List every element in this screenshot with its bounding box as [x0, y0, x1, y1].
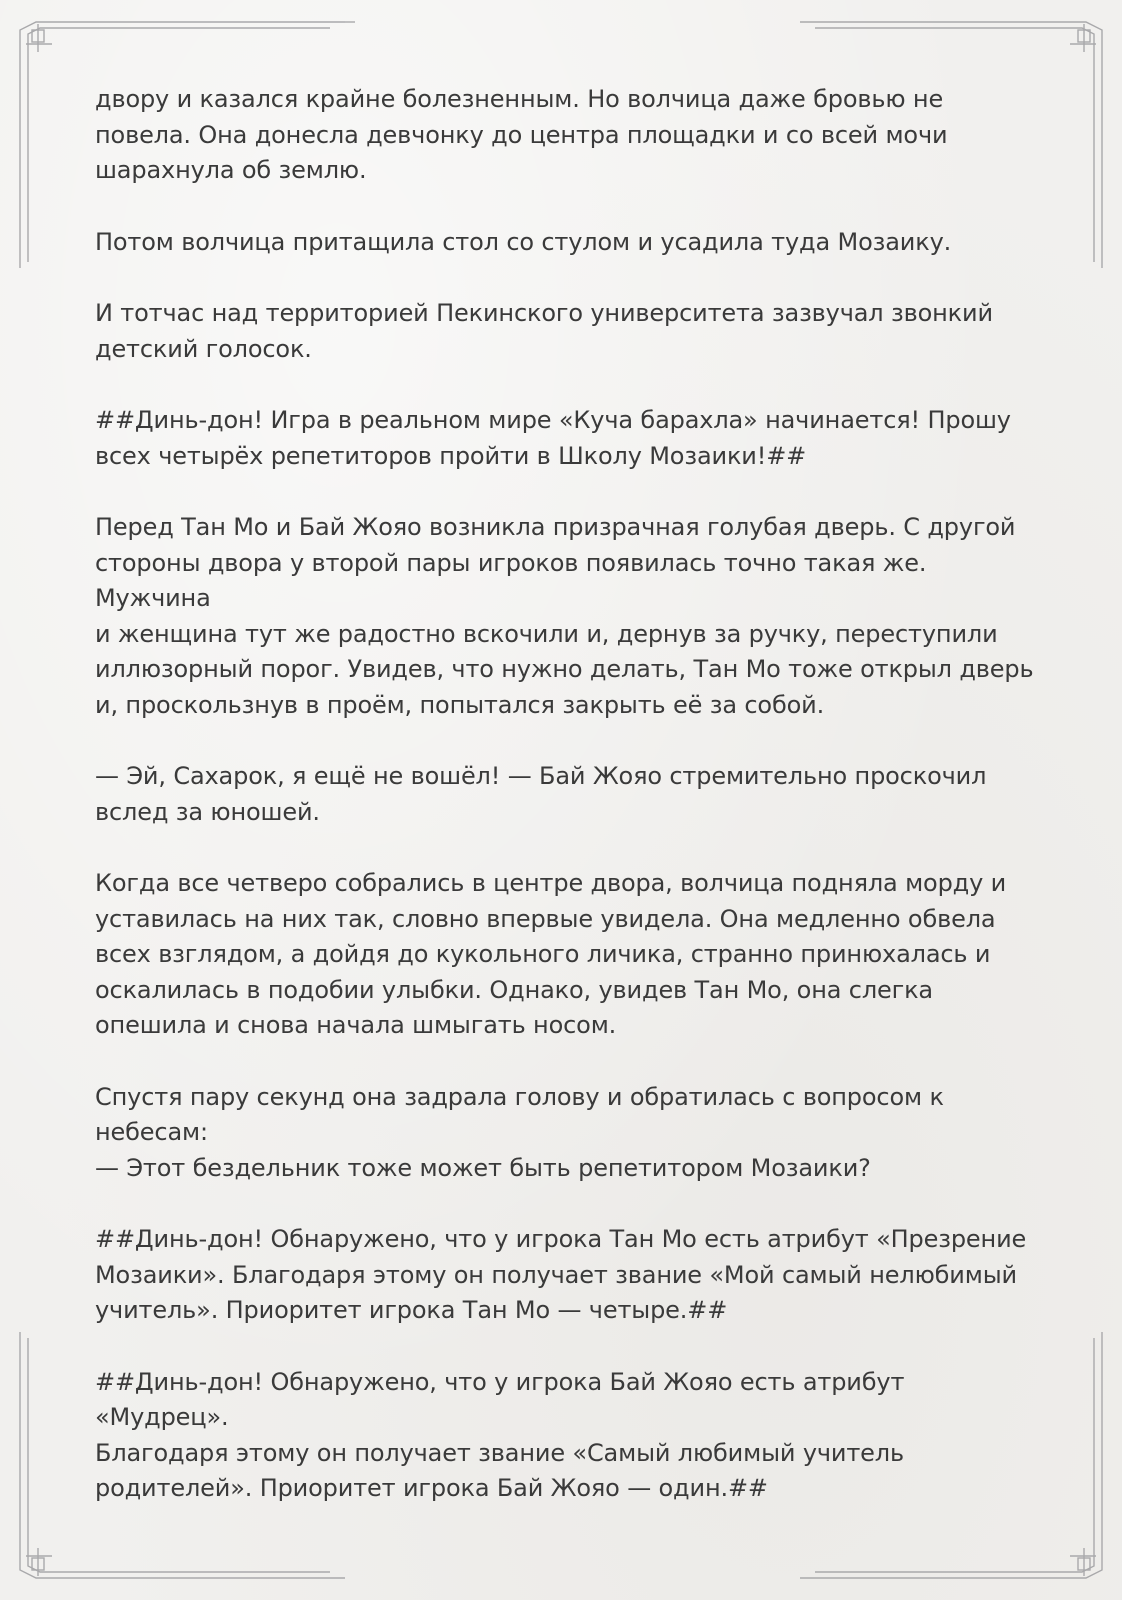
- paragraph: Потом волчица притащила стол со стулом и усадила туда Мозаику.: [95, 227, 952, 256]
- system-announcement: ##Динь-дон! Игра в реальном мире «Куча барахла» начинается! Прошу всех четырёх репетиторов пройти в Школу Мозаики!##: [95, 406, 1011, 470]
- paragraph: двору и казался крайне болезненным. Но волчица даже бровью не повела. Она донесла девчонку до центра площадки и со всей мочи шарахнула об землю.: [95, 85, 948, 184]
- chapter-text: [95, 82, 1035, 1543]
- dialogue-paragraph: Спустя пару секунд она задрала голову и обратилась с вопросом к небесам: — Этот бездельник тоже может быть репетитором Мозаики?: [95, 1082, 944, 1182]
- paragraph: Когда все четверо собрались в центре двора, волчица подняла морду и уставилась на них так, словно впервые увидела. Она медленно обвела всех взглядом, а дойдя до кукольного личика, странно принюхалась и оскалилась в подобии улыбки. Однако, увидев Тан Мо, она слегка опешила и снова начала шмыгать носом.: [95, 869, 1007, 1039]
- dialogue-paragraph: — Эй, Сахарок, я ещё не вошёл! — Бай Жояо стремительно проскочил вслед за юношей.: [95, 762, 987, 826]
- paragraph: И тотчас над территорией Пекинского университета зазвучал звонкий детский голосок.: [95, 299, 993, 363]
- system-announcement: ##Динь-дон! Обнаружено, что у игрока Бай Жояо есть атрибут «Мудрец». Благодаря этому он получает звание «Самый любимый учитель родителей». Приоритет игрока Бай Жояо — один.##: [95, 1367, 905, 1502]
- paragraph: Перед Тан Мо и Бай Жояо возникла призрачная голубая дверь. С другой стороны двора у второй пары игроков появилась точно такая же. Мужчина и женщина тут же радостно вскочили и, дернув за ручку, переступили иллюзорный порог. Увидев, что нужно делать, Тан Мо тоже открыл дверь и, проскользнув в проём, попытался закрыть её за собой.: [95, 513, 1034, 719]
- system-announcement: ##Динь-дон! Обнаружено, что у игрока Тан Мо есть атрибут «Презрение Мозаики». Благодаря этому он получает звание «Мой самый нелюбимый учитель». Приоритет игрока Тан Мо — четыре.##: [95, 1225, 1027, 1324]
